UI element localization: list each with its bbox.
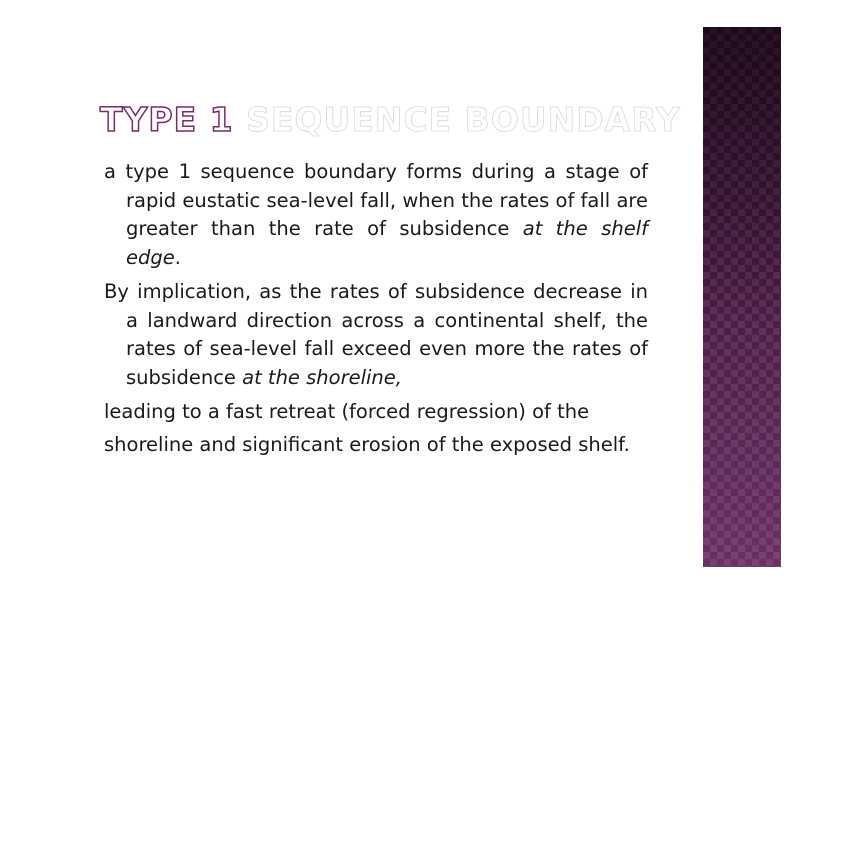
paragraph-4-text: shoreline and significant erosion of the exposed shelf. — [104, 433, 630, 457]
title-part-1: TYPE 1 — [100, 100, 234, 139]
paragraph-4 — [104, 431, 648, 460]
title-part-2: SEQUENCE BOUNDARY — [246, 100, 681, 139]
paragraph-1-italic: at the shelf edge — [126, 217, 648, 270]
paragraph-1 — [104, 158, 648, 273]
slide-title — [100, 96, 681, 144]
paragraph-3 — [104, 398, 648, 427]
paragraph-1-text: a type 1 sequence boundary forms during a stage of rapid eustatic sea-level fall, when the rates of fall are greater than the rate of subsidence — [104, 160, 648, 241]
paragraph-2-italic: at the shoreline, — [242, 365, 402, 389]
paragraph-2 — [104, 278, 648, 393]
decorative-side-bar — [703, 27, 781, 567]
body-text — [104, 158, 648, 465]
paragraph-2-text: By implication, as the rates of subsidence decrease in a landward direction across a continental shelf, the rates of sea-level fall exceed even more the rates of subsidence — [104, 279, 648, 389]
paragraph-3-text: leading to a fast retreat (forced regression) of the — [104, 399, 590, 423]
paragraph-1-end: . — [174, 246, 181, 270]
